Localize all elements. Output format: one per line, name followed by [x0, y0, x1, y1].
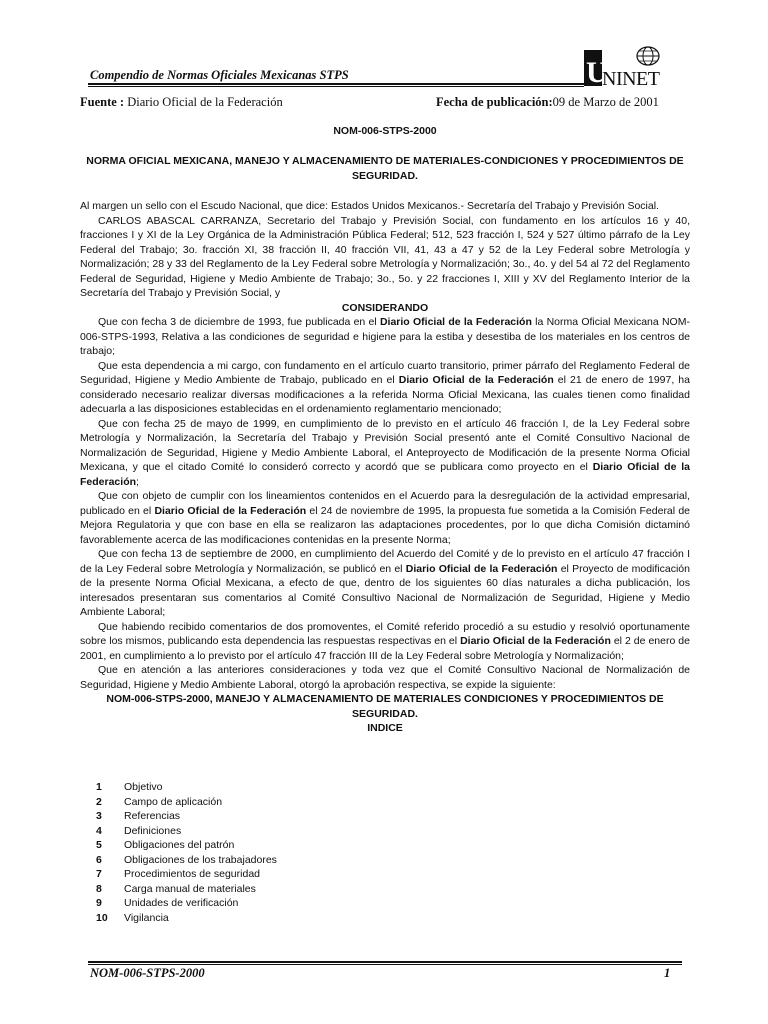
- index-item: 5 Obligaciones del patrón: [96, 839, 235, 851]
- index-item: 2 Campo de aplicación: [96, 795, 223, 808]
- index-item: 8 Carga manual de materiales: [96, 882, 256, 895]
- paragraph-considerando-4: Que con objeto de cumplir con los lineamientos contenidos en el Acuerdo para la desregulación de la actividad empresarial, publicado en el Diario Oficial de la Federación el 24 de noviembre de 1995, la propuesta fue sometida a la Comisión Federal de Mejora Regulatoria y que con base en ella se realizaron las adaptaciones procedentes, por lo que dicha Comisión dictaminó favorablemente acerca de las modificaciones contenidas en la presente Norma;: [80, 490, 690, 546]
- paragraph-considerando-1: Que con fecha 3 de diciembre de 1993, fue publicada en el Diario Oficial de la Federación la Norma Oficial Mexicana NOM-006-STPS-1993, Relativa a las condiciones de seguridad e higiene para la estiba y desestiba de los materiales en los centros de trabajo;: [80, 316, 690, 357]
- footer-document-code: NOM-006-STPS-2000: [90, 966, 205, 980]
- index-list: [80, 780, 480, 925]
- document-subtitle: NORMA OFICIAL MEXICANA, MANEJO Y ALMACENAMIENTO DE MATERIALES-CONDICIONES Y PROCEDIMIENTOS DE SEGURIDAD.: [86, 155, 684, 182]
- paragraph-considerando-7: Que en atención a las anteriores consideraciones y toda vez que el Comité Consultivo Nacional de Normalización de Seguridad, Higiene y Medio Ambiente Laboral, otorgó la aprobación respectiva, se expide la siguiente:: [80, 664, 690, 691]
- source-label: Fuente :: [80, 95, 125, 109]
- considerando-heading: CONSIDERANDO: [341, 301, 429, 314]
- indice-heading: INDICE: [367, 722, 403, 734]
- nom-heading: NOM-006-STPS-2000, MANEJO Y ALMACENAMIENTO DE MATERIALES CONDICIONES Y PROCEDIMIENTOS DE SEGURIDAD.: [106, 693, 664, 720]
- document-title: NOM-006-STPS-2000: [333, 125, 437, 137]
- logo-text: NINET: [602, 68, 660, 88]
- index-item: 7 Procedimientos de seguridad: [96, 868, 260, 880]
- index-item: 10 Vigilancia: [96, 911, 169, 924]
- uninet-logo: [584, 44, 680, 88]
- publication-date-label: Fecha de publicación:: [436, 95, 553, 109]
- publication-date-value: 09 de Marzo de 2001: [552, 95, 659, 109]
- paragraph-sello: Al margen un sello con el Escudo Nacional, que dice: Estados Unidos Mexicanos.- Secretaría del Trabajo y Previsión Social.: [80, 200, 659, 212]
- publication-date-line: [436, 95, 659, 110]
- footer-rule-thin: [88, 964, 682, 965]
- index-item: 3 Referencias: [96, 810, 181, 822]
- page-number: 1: [664, 966, 671, 980]
- paragraph-considerando-2: Que esta dependencia a mi cargo, con fundamento en el artículo cuarto transitorio, primer párrafo del Reglamento Federal de Seguridad, Higiene y Medio Ambiente de Trabajo, publicado en el Diario Oficial de la Federación el 21 de enero de 1997, ha considerado necesario realizar diversas modificaciones a la referida Norma Oficial Mexicana, las cuales tienen como finalidad adecuarla a las disposiciones establecidas en el ordenamiento reglamentario mencionado;: [80, 359, 690, 415]
- globe-icon: [637, 47, 659, 65]
- header-rule-thin: [88, 86, 584, 87]
- index-item: 6 Obligaciones de los trabajadores: [96, 853, 277, 866]
- index-item: 1 Objetivo: [96, 781, 163, 793]
- logo-u: U: [586, 56, 608, 88]
- paragraph-secretario: CARLOS ABASCAL CARRANZA, Secretario del Trabajo y Previsión Social, con fundamento en los artículos 16 y 40, fracciones I y XI de la Ley Orgánica de la Administración Pública Federal; 512, 523 fracción I, 524 y 527 último párrafo de la Ley Federal del Trabajo; 3o. fracción XI, 38 fracción II, 40 fracción VII, 41, 43 a 47 y 52 de la Ley Federal sobre Metrología y Normalización; 28 y 33 del Reglamento de la Ley Federal sobre Metrología y Normalización; 3o., 4o. y del 54 al 72 del Reglamento Federal de Seguridad, Higiene y Medio Ambiente de Trabajo; 3o., 5o. y 22 fracciones I, XIII y XV del Reglamento Interior de la Secretaría del Trabajo y Previsión Social, y: [80, 214, 690, 299]
- index-item: 9 Unidades de verificación: [96, 897, 239, 909]
- index-item: 4 Definiciones: [96, 824, 182, 837]
- paragraph-considerando-3: Que con fecha 25 de mayo de 1999, en cumplimiento de lo previsto en el artículo 46 fracción I, de la Ley Federal sobre Metrología y Normalización, la Secretaría del Trabajo y Previsión Social presentó ante el Comité Consultivo Nacional de Normalización de Seguridad, Higiene y Medio Ambiente Laboral, el Anteproyecto de Modificación de la presente Norma Oficial Mexicana, y que el citado Comité lo consideró correcto y acordó que se publicara como proyecto en el Diario Oficial de la Federación;: [80, 417, 690, 488]
- header-rule: [88, 83, 584, 85]
- paragraph-considerando-5: Que con fecha 13 de septiembre de 2000, en cumplimiento del Acuerdo del Comité y de lo previsto en el artículo 47 fracción I de la Ley Federal sobre Metrología y Normalización, se publicó en el Diario Oficial de la Federación el Proyecto de modificación de la presente Norma Oficial Mexicana, a efecto de que, dentro de los siguientes 60 días naturales a dicha publicación, los interesados presentaran sus comentarios al Comité Consultivo Nacional de Normalización de Seguridad, Higiene y Medio Ambiente Laboral;: [80, 548, 690, 618]
- running-header-title: Compendio de Normas Oficiales Mexicanas STPS: [90, 68, 349, 82]
- document-body: [80, 199, 690, 736]
- source-line: [80, 95, 283, 110]
- source-value: Diario Oficial de la Federación: [127, 95, 283, 109]
- paragraph-considerando-6: Que habiendo recibido comentarios de dos promoventes, el Comité referido procedió a su estudio y resolvió oportunamente sobre los mismos, publicando esta dependencia las respuestas respectivas en el Diario Oficial de la Federación el 2 de enero de 2001, en cumplimiento a lo previsto por el artículo 47 fracción III de la Ley Federal sobre Metrología y Normalización;: [80, 620, 690, 662]
- footer-rule: [88, 961, 682, 963]
